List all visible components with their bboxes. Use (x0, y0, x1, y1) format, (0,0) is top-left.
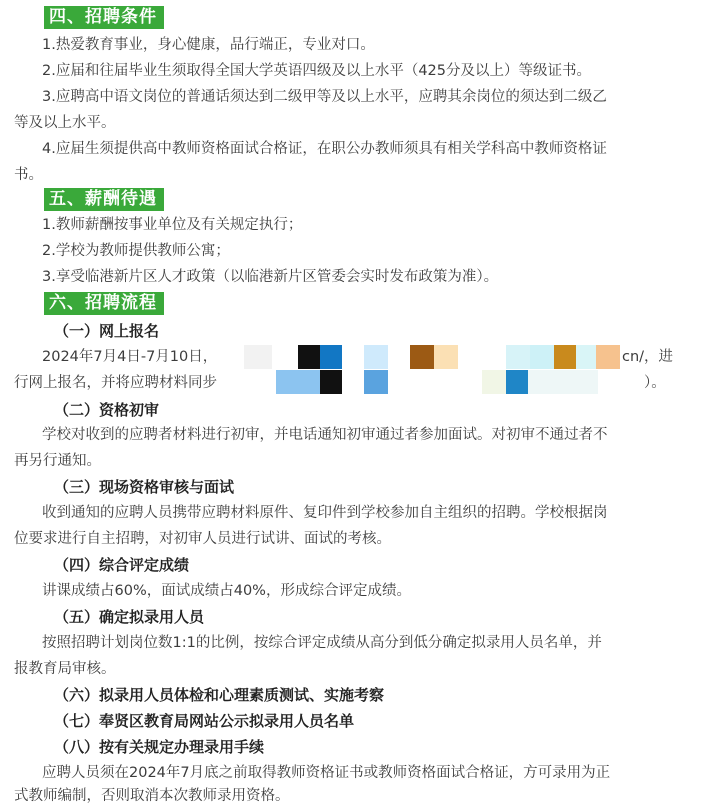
section-heading-process: 六、招聘流程 (44, 292, 164, 315)
redacted-url-mosaic-tail (596, 345, 620, 369)
redacted-url-mosaic (244, 345, 620, 369)
step-heading-medical-exam: （六）拟录用人员体检和心理素质测试、实施考察 (54, 686, 385, 704)
review-line-2: 再另行通知。 (14, 453, 101, 469)
registration-line-2-end: ）。 (644, 375, 666, 391)
selection-line-2: 报教育局审核。 (14, 661, 116, 677)
redacted-email-mosaic (244, 370, 644, 394)
salary-line-3: 3.享受临港新片区人才政策（以临港新片区管委会实时发布政策为准）。 (42, 269, 499, 285)
step-heading-overall-score: （四）综合评定成绩 (54, 556, 190, 574)
condition-line-3-cont: 等及以上水平。 (14, 115, 116, 131)
registration-url-suffix: cn/，进 (622, 349, 674, 365)
step-heading-employment-procedures: （八）按有关规定办理录用手续 (54, 738, 265, 756)
step-heading-public-notice: （七）奉贤区教育局网站公示拟录用人员名单 (54, 712, 355, 730)
salary-line-1: 1.教师薪酬按事业单位及有关规定执行； (42, 217, 303, 233)
review-line-1: 学校对收到的应聘者材料进行初审，并电话通知初审通过者参加面试。对初审不通过者不 (42, 427, 608, 443)
condition-line-4-cont: 书。 (14, 167, 43, 183)
interview-line-2: 位要求进行自主招聘，对初审人员进行试讲、面试的考核。 (14, 531, 391, 547)
interview-line-1: 收到通知的应聘人员携带应聘材料原件、复印件到学校参加自主组织的招聘。学校根据岗 (42, 505, 608, 521)
step-heading-onsite-review-interview: （三）现场资格审核与面试 (54, 478, 235, 496)
condition-line-1: 1.热爱教育事业，身心健康，品行端正，专业对口。 (42, 37, 375, 53)
condition-line-4: 4.应届生须提供高中教师资格面试合格证，在职公办教师须具有相关学科高中教师资格证 (42, 141, 607, 157)
salary-line-2: 2.学校为教师提供教师公寓； (42, 243, 230, 259)
selection-line-1: 按照招聘计划岗位数1:1的比例，按综合评定成绩从高分到低分确定拟录用人员名单，并 (42, 635, 602, 651)
registration-line-2: 行网上报名，并将应聘材料同步 (14, 375, 217, 391)
score-line-1: 讲课成绩占60%，面试成绩占40%，形成综合评定成绩。 (42, 583, 411, 599)
step-heading-online-registration: （一）网上报名 (54, 322, 160, 340)
condition-line-2: 2.应届和往届毕业生须取得全国大学英语四级及以上水平（425分及以上）等级证书。 (42, 63, 592, 79)
employment-line-1: 应聘人员须在2024年7月底之前取得教师资格证书或教师资格面试合格证，方可录用为正 (42, 765, 611, 781)
step-heading-preliminary-review: （二）资格初审 (54, 401, 160, 419)
step-heading-candidate-selection: （五）确定拟录用人员 (54, 608, 205, 626)
employment-line-2: 式教师编制，否则取消本次教师录用资格。 (14, 788, 290, 804)
registration-date-text: 2024年7月4日-7月10日， (42, 349, 218, 365)
section-heading-salary: 五、薪酬待遇 (44, 188, 164, 211)
section-heading-recruitment-conditions: 四、招聘条件 (44, 6, 164, 29)
condition-line-3: 3.应聘高中语文岗位的普通话须达到二级甲等及以上水平，应聘其余岗位的须达到二级乙 (42, 89, 607, 105)
